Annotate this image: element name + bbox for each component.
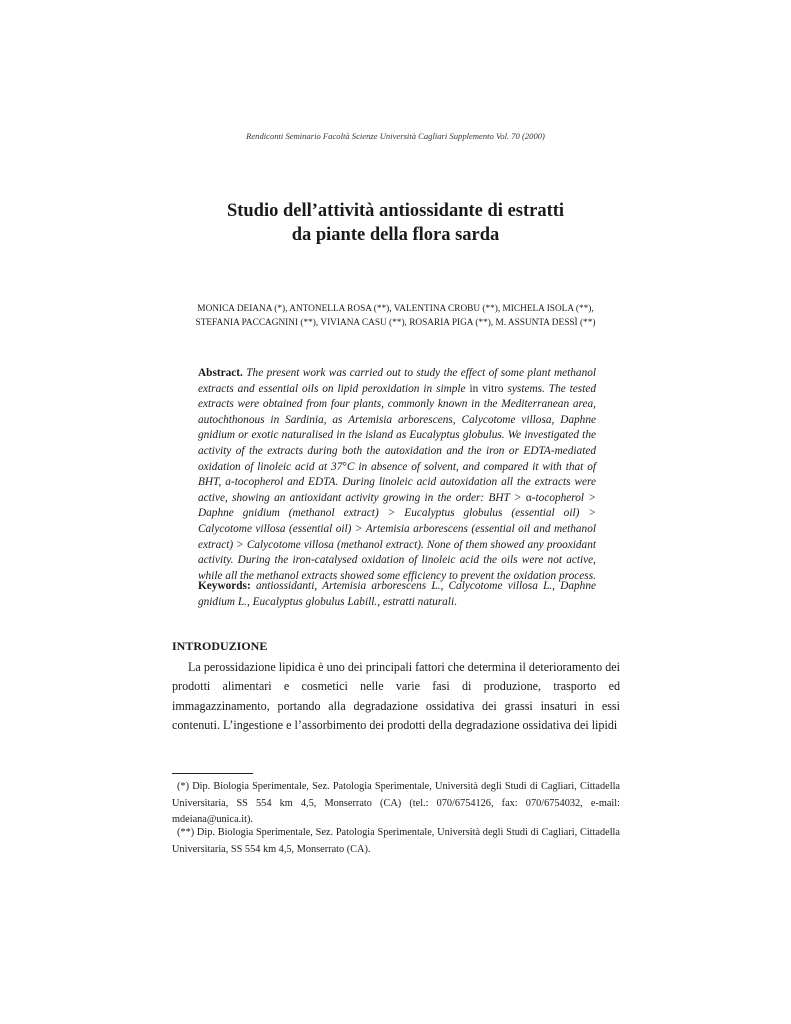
keywords-end: . [454,595,457,608]
authors-line-2: STEFANIA PACCAGNINI (**), VIVIANA CASU (**), ROSARIA PIGA (**), M. ASSUNTA DESSÌ (**) [195,317,596,328]
running-head: Rendiconti Seminario Facoltà Scienze Università Cagliari Supplemento Vol. 70 (2000) [246,131,545,141]
paper-title [0,199,791,247]
footnote-divider [172,773,253,774]
abstract-degree-sign: ° [342,460,347,473]
abstract-label: Abstract. [198,367,243,379]
keywords [198,579,596,610]
abstract-text-b: systems. The tested extracts were obtained from four plants, commonly known in the Mediterranean area, autochthonous in Sardinia, as Artemisia arborescens, Calycotome villosa, Daphne gnidium or exotic naturalised in the island as Eucalyptus globulus. We investigated the activity of the extracts during both the autoxidation and the iron or EDTA-mediated oxidation of linoleic acid at 37 [198,382,597,473]
abstract-text-a: The present work was carried out to study the effect of some plant methanol extracts and essential oils on lipid peroxidation in simple [198,367,597,395]
section-heading-introduzione: INTRODUZIONE [172,639,268,653]
abstract-text-c: C in absence of solvent, and compared it with that of BHT, a-tocopherol and EDTA. During linoleic acid autoxidation all the extracts were active, showing an antioxidant activity growing in the order: BHT > [198,460,596,504]
footnote-2: (**) Dip. Biologia Sperimentale, Sez. Patologia Sperimentale, Università degli Studi di Cagliari, Cittadella Universitaria, SS 554 km 4,5, Monserrato (CA). [172,827,620,855]
introduction-paragraph: La perossidazione lipidica è uno dei principali fattori che determina il deterioramento dei prodotti alimentari e cosmetici nelle varie fasi di produzione, trasporto ed immagazzinamento, portando alla degradazione ossidativa dei grassi insaturi in essi contenuti. L’ingestione e l’assorbimento dei prodotti della degradazione ossidativa dei lipidi [172,660,620,732]
keywords-text: antiossidanti, Artemisia arborescens L., Calycotome villosa L., Daphne gnidium L., Eucalyptus globulus Labill., estratti naturali [198,580,596,608]
abstract [198,366,596,584]
abstract-in-vitro: in vitro [469,382,504,395]
author-list [0,303,791,330]
title-line-1: Studio dell’attività antiossidante di estratti [226,201,565,221]
keywords-label: Keywords: [198,580,251,592]
abstract-alpha: α [525,491,532,504]
footnote-1: (*) Dip. Biologia Sperimentale, Sez. Patologia Sperimentale, Università degli Studi di Cagliari, Cittadella Universitaria, SS 554 km 4,5, Monserrato (CA) (tel.: 070/6754126, fax: 070/6754032, e-mail: mdeiana@unica.it). [172,781,620,826]
authors-line-1: MONICA DEIANA (*), ANTONELLA ROSA (**), VALENTINA CROBU (**), MICHELA ISOLA (**), [197,304,594,314]
title-line-2: da piante della flora sarda [291,225,500,245]
abstract-text-d: -tocopherol > Daphne gnidium (methanol extract) > Eucalyptus globulus (essential oil) > Calycotome villosa (essential oil) > Artemisia arborescens (essential oil and methanol extract) > Calycotome villosa (methanol extract). None of them showed any prooxidant activity. During the iron-catalysed oxidation of linoleic acid the oils were not active, while all the methanol extracts showed some efficiency to prevent the oxidation process. [198,491,596,582]
